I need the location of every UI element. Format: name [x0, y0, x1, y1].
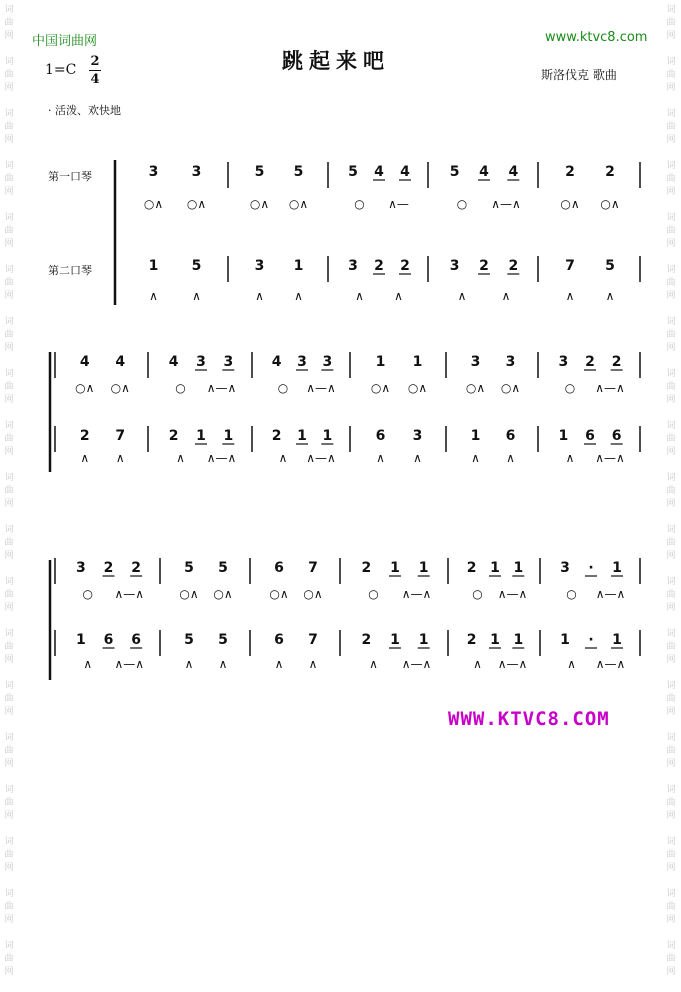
- note: 2: [605, 164, 615, 180]
- note: 5: [254, 164, 265, 180]
- tempo-marking: · 活泼、欢快地: [48, 104, 121, 117]
- breath-mark: ○: [566, 587, 577, 601]
- note: 1: [490, 560, 500, 576]
- note: 7: [115, 428, 126, 444]
- breath-mark: ○∧: [370, 381, 391, 395]
- note: 1: [390, 632, 400, 648]
- breath-mark: ∧: [184, 657, 194, 671]
- breath-mark: ○∧: [288, 197, 309, 211]
- breath-mark: ∧—∧: [206, 451, 237, 465]
- breath-mark: ∧—∧: [306, 451, 336, 465]
- breath-mark: ∧—∧: [401, 657, 432, 671]
- breath-mark: ∧—: [388, 197, 409, 211]
- note: 5: [348, 164, 358, 180]
- breath-mark: ○: [175, 381, 186, 395]
- breath-mark: ∧—∧: [595, 587, 626, 601]
- breath-mark: ∧: [506, 451, 515, 465]
- note: 4: [374, 164, 384, 180]
- breath-mark: ○∧: [600, 197, 620, 211]
- breath-mark: ∧: [394, 289, 403, 303]
- breath-mark: ○∧: [143, 197, 164, 211]
- watermark-right: 词 曲 网 词 曲 网 词 曲 网 词 曲 网 词 曲 网 词 曲 网 词 曲 网 词 曲 网 词 曲 网 词 曲 网 词 曲 网 词 曲 网 词 曲 网 词 曲 网 词 曲 网 词 曲 网 词 曲 网 词 曲 网 词 曲 网: [666, 5, 676, 977]
- note: 2: [79, 428, 90, 444]
- note: 2: [361, 560, 372, 576]
- breath-mark: ∧: [83, 657, 93, 671]
- note: 7: [308, 560, 318, 576]
- breath-mark: ○: [564, 381, 576, 395]
- breath-mark: ○∧: [213, 587, 233, 601]
- note: 2: [400, 258, 410, 274]
- part-label-first: 第一口琴: [48, 170, 92, 183]
- song-title: 跳起来吧: [282, 48, 390, 73]
- note: 6: [103, 632, 114, 648]
- note: 6: [611, 428, 622, 444]
- breath-mark: ○∧: [269, 587, 289, 601]
- note: 2: [361, 632, 372, 648]
- breath-mark: ∧—∧: [595, 657, 626, 671]
- note: 3: [348, 258, 358, 274]
- note: 1: [418, 560, 429, 576]
- breath-mark: ∧: [192, 289, 201, 303]
- note: 5: [218, 560, 228, 576]
- note: 3: [558, 354, 569, 370]
- note: 1: [470, 428, 481, 444]
- breath-mark: ∧: [376, 451, 385, 465]
- note: 3: [297, 354, 307, 370]
- breath-mark: ○∧: [110, 381, 130, 395]
- note: 1: [223, 428, 234, 444]
- breath-mark: ○∧: [407, 381, 428, 395]
- note: 2: [565, 164, 575, 180]
- breath-mark: ∧: [255, 289, 264, 303]
- breath-mark: ∧: [278, 451, 288, 465]
- breath-mark: ∧—∧: [306, 381, 336, 395]
- note: 4: [400, 164, 410, 180]
- note: 1: [612, 560, 622, 576]
- note: 2: [131, 560, 142, 576]
- note: 3: [470, 354, 481, 370]
- breath-mark: ∧—∧: [401, 587, 432, 601]
- note: 2: [508, 258, 519, 274]
- note: 3: [75, 560, 86, 576]
- note: 7: [308, 632, 318, 648]
- note: 2: [466, 560, 477, 576]
- breath-mark: ∧: [457, 289, 467, 303]
- note: ·: [588, 632, 594, 648]
- breath-mark: ∧: [471, 451, 480, 465]
- breath-mark: ○: [456, 197, 468, 211]
- note: 3: [223, 354, 234, 370]
- note: 2: [271, 428, 282, 444]
- breath-mark: ○∧: [560, 197, 580, 211]
- note: 1: [412, 354, 423, 370]
- breath-mark: ∧: [176, 451, 185, 465]
- breath-mark: ∧: [355, 289, 364, 303]
- site-url-right: www.ktvc8.com: [545, 30, 648, 45]
- breath-mark: ∧: [308, 657, 318, 671]
- note: 3: [505, 354, 516, 370]
- breath-mark: ○: [472, 587, 483, 601]
- breath-mark: ○∧: [465, 381, 486, 395]
- breath-mark: ∧: [501, 289, 511, 303]
- note: 1: [196, 428, 206, 444]
- part-label-second: 第二口琴: [48, 264, 92, 277]
- note: 6: [585, 428, 595, 444]
- breath-mark: ○: [368, 587, 379, 601]
- breath-mark: ∧: [565, 451, 575, 465]
- breath-mark: ∧—∧: [206, 381, 237, 395]
- note: 1: [148, 258, 159, 274]
- note: 6: [375, 428, 386, 444]
- note: 6: [274, 560, 284, 576]
- note: 5: [293, 164, 304, 180]
- note: 1: [297, 428, 307, 444]
- note: 1: [558, 428, 569, 444]
- note: 4: [508, 164, 519, 180]
- breath-mark: ∧—∧: [114, 587, 145, 601]
- breath-mark: ∧—∧: [595, 381, 625, 395]
- breath-mark: ○: [82, 587, 93, 601]
- key-signature: 1=C: [45, 62, 77, 78]
- note: 6: [505, 428, 516, 444]
- note: 4: [79, 354, 90, 370]
- note: 2: [585, 354, 595, 370]
- breath-mark: ∧—∧: [114, 657, 145, 671]
- note: ·: [588, 560, 594, 576]
- breath-mark: ∧—∧: [497, 587, 528, 601]
- note: 7: [565, 258, 575, 274]
- note: 6: [274, 632, 284, 648]
- breath-mark: ∧: [218, 657, 228, 671]
- note: 1: [322, 428, 333, 444]
- note: 5: [449, 164, 460, 180]
- note: 1: [612, 632, 622, 648]
- time-signature-bottom: 4: [90, 72, 100, 87]
- breath-mark: ○∧: [186, 197, 207, 211]
- note: 3: [191, 164, 202, 180]
- breath-mark: ○∧: [303, 587, 323, 601]
- breath-mark: ○∧: [179, 587, 199, 601]
- note: 3: [322, 354, 333, 370]
- note: 6: [131, 632, 142, 648]
- note: 5: [184, 632, 194, 648]
- breath-mark: ○∧: [249, 197, 270, 211]
- note: 1: [75, 632, 86, 648]
- note: 4: [271, 354, 282, 370]
- note: 1: [513, 632, 524, 648]
- note: 1: [490, 632, 500, 648]
- watermark-left: 词 曲 网 词 曲 网 词 曲 网 词 曲 网 词 曲 网 词 曲 网 词 曲 网 词 曲 网 词 曲 网 词 曲 网 词 曲 网 词 曲 网 词 曲 网 词 曲 网 词 曲 网 词 曲 网 词 曲 网 词 曲 网 词 曲 网: [4, 5, 14, 977]
- breath-mark: ∧: [115, 451, 125, 465]
- composer: 斯洛伐克 歌曲: [541, 68, 617, 82]
- note: 1: [418, 632, 429, 648]
- note: 1: [513, 560, 524, 576]
- breath-mark: ∧: [473, 657, 482, 671]
- note: 2: [168, 428, 179, 444]
- note: 2: [374, 258, 384, 274]
- note: 1: [390, 560, 400, 576]
- note: 3: [560, 560, 570, 576]
- breath-mark: ○∧: [75, 381, 95, 395]
- breath-mark: ○: [354, 197, 365, 211]
- breath-mark: ∧—∧: [497, 657, 528, 671]
- note: 1: [560, 632, 570, 648]
- breath-mark: ○: [277, 381, 289, 395]
- note: 1: [375, 354, 386, 370]
- breath-mark: ○∧: [500, 381, 521, 395]
- breath-mark: ∧—∧: [595, 451, 625, 465]
- note: 5: [191, 258, 202, 274]
- note: 3: [449, 258, 460, 274]
- note: 3: [196, 354, 206, 370]
- breath-mark: ∧: [565, 289, 575, 303]
- note: 2: [611, 354, 622, 370]
- breath-mark: ∧: [567, 657, 576, 671]
- note: 1: [293, 258, 304, 274]
- breath-mark: ∧—∧: [491, 197, 521, 211]
- note: 5: [605, 258, 615, 274]
- breath-mark: ∧: [413, 451, 422, 465]
- breath-mark: ∧: [80, 451, 90, 465]
- note: 4: [479, 164, 489, 180]
- note: 5: [184, 560, 194, 576]
- breath-mark: ∧: [605, 289, 615, 303]
- note: 3: [254, 258, 265, 274]
- note: 3: [412, 428, 423, 444]
- note: 4: [168, 354, 179, 370]
- note: 2: [479, 258, 489, 274]
- note: 2: [103, 560, 114, 576]
- note: 2: [466, 632, 477, 648]
- note: 4: [115, 354, 126, 370]
- breath-mark: ∧: [294, 289, 303, 303]
- footer-url: WWW.KTVC8.COM: [448, 708, 610, 730]
- site-name-left: 中国词曲网: [32, 34, 98, 49]
- breath-mark: ∧: [274, 657, 284, 671]
- breath-mark: ∧: [149, 289, 158, 303]
- note: 3: [148, 164, 159, 180]
- note: 5: [218, 632, 228, 648]
- breath-mark: ∧: [369, 657, 378, 671]
- time-signature-top: 2: [90, 54, 100, 69]
